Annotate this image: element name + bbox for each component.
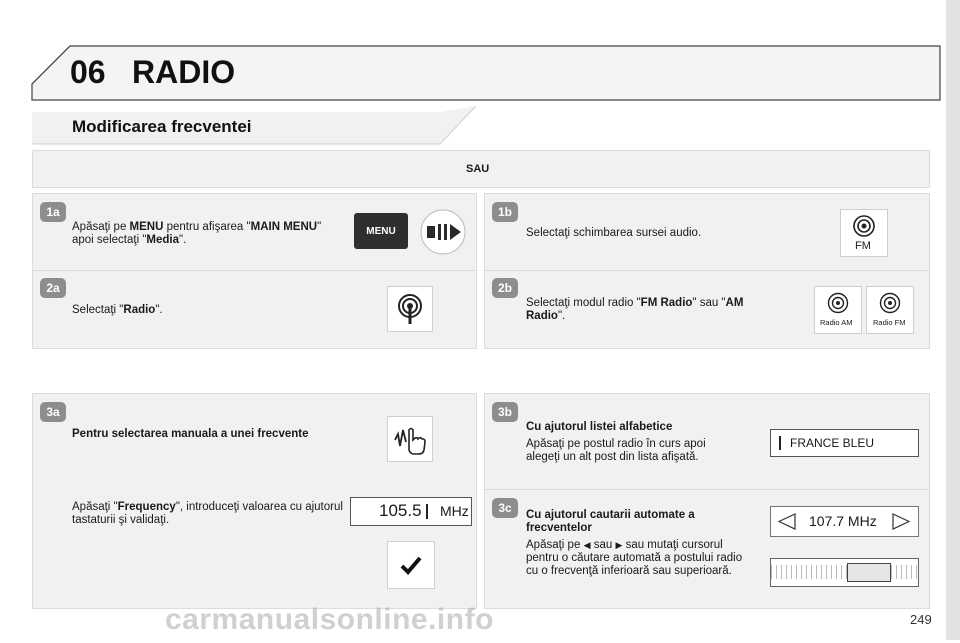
step-1b-text: Selectaţi schimbarea sursei audio. [526, 227, 702, 239]
divider [33, 270, 475, 271]
step-3c-heading: Cu ajutorul cautarii automate a frecventelor [526, 509, 695, 534]
menu-button-label: MENU [366, 225, 396, 237]
validate-button[interactable] [387, 541, 435, 589]
seek-up-arrow-icon[interactable] [891, 512, 911, 531]
radio-fm-button[interactable] [866, 286, 914, 334]
section-title: Modificarea frecventei [72, 117, 252, 136]
frequency-slider[interactable] [770, 558, 919, 587]
step-2b-text: Selectaţi modul radio "FM Radio" sau "AM Radio". [526, 297, 744, 322]
radio-am-button[interactable] [814, 286, 862, 334]
step-badge-3a: 3a [40, 402, 66, 422]
slider-thumb[interactable] [847, 563, 891, 582]
step-3a-text: Apăsaţi "Frequency", introduceţi valoarea cu ajutorul tastaturii şi validaţi. [72, 501, 343, 526]
sau-label: SAU [466, 163, 490, 175]
divider [485, 489, 927, 490]
frequency-unit: MHz [440, 503, 469, 519]
radio-am-label: Radio AM [820, 318, 853, 327]
step-2a-text: Selectaţi "Radio". [72, 304, 163, 316]
seek-up-glyph: ▶ [615, 540, 623, 550]
page-number: 249 [910, 612, 932, 627]
am-waves-icon [826, 291, 850, 315]
step-1a-text: Apăsaţi pe MENU pentru afişarea "MAIN MENU" apoi selectaţi "Media". [72, 221, 322, 246]
text-cursor [779, 436, 781, 450]
step-badge-2b: 2b [492, 278, 518, 298]
menu-button[interactable] [354, 213, 408, 249]
step-badge-1a: 1a [40, 202, 66, 222]
step-badge-2a: 2a [40, 278, 66, 298]
chapter-title: RADIO [132, 54, 236, 90]
checkmark-icon [399, 553, 423, 577]
fm-waves-icon [851, 213, 877, 239]
frequency-seek-display [770, 506, 919, 537]
text-cursor [426, 504, 428, 519]
watermark: carmanualsonline.info [165, 603, 494, 636]
frequency-value: 105.5 [379, 501, 422, 520]
frequency-input[interactable] [350, 497, 472, 526]
fm-source-button[interactable] [840, 209, 888, 257]
chapter-number: 06 [70, 54, 106, 90]
play-pause-source-icon[interactable] [418, 208, 468, 256]
seek-down-arrow-icon[interactable] [777, 512, 797, 531]
station-list-item[interactable] [770, 429, 919, 457]
radio-icon[interactable] [387, 286, 433, 332]
fm-label: FM [855, 240, 871, 252]
step-3b-heading: Cu ajutorul listei alfabetice [526, 421, 673, 433]
manual-frequency-touch-icon[interactable] [387, 416, 433, 462]
fm-waves-icon [878, 291, 902, 315]
step-badge-1b: 1b [492, 202, 518, 222]
step-3b-text: Apăsaţi pe postul radio în curs apoi alegeţi un alt post din lista afişată. [526, 438, 706, 463]
radio-fm-label: Radio FM [873, 318, 906, 327]
seek-frequency: 107.7 MHz [809, 513, 877, 529]
frequency-scale [771, 565, 918, 579]
divider [485, 270, 927, 271]
page-edge-strip [946, 0, 960, 640]
step-3c-text: Apăsaţi pe ◀ sau ▶ sau mutaţi cursorul pentru o căutare automată a postului radio cu o frecvenţă inferioară sau superioară. [526, 539, 743, 577]
station-name: FRANCE BLEU [790, 436, 875, 450]
seek-down-glyph: ◀ [583, 540, 591, 550]
step-badge-3c: 3c [492, 498, 518, 518]
step-badge-3b: 3b [492, 402, 518, 422]
step-3a-heading: Pentru selectarea manuala a unei frecvente [72, 428, 309, 440]
